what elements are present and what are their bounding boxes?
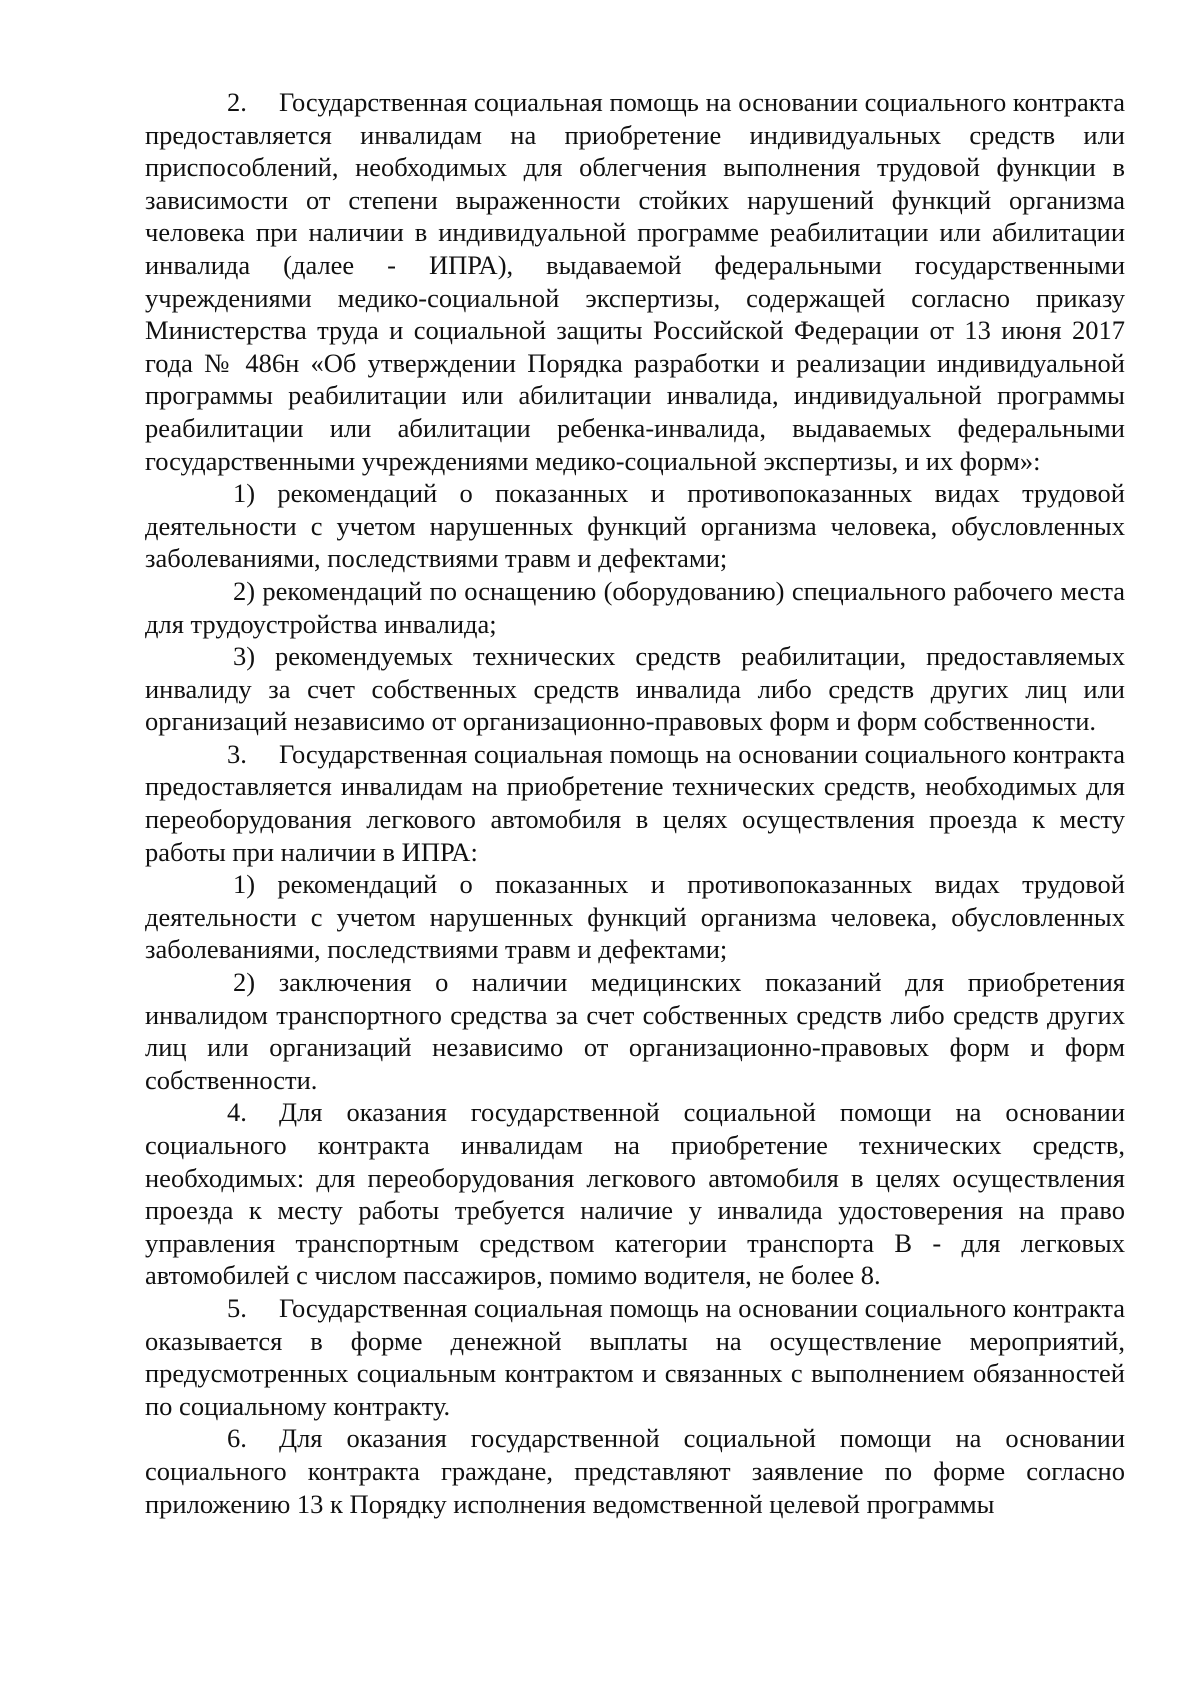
list-item: 1) рекомендаций о показанных и противопоказанных видах трудовой деятельности с учетом нарушенных функций организма человека, обусловленных заболеваниями, последствиями травм и дефектами;	[145, 478, 1125, 574]
paragraph-number: 3.	[227, 738, 247, 769]
paragraph-6	[145, 1422, 1125, 1520]
paragraph-text: Государственная социальная помощь на основании социального контракта оказывается в форме денежной выплаты на осуществление мероприятий, предусмотренных социальным контрактом и связанных с выполнением обязанностей по социальному контракту.	[145, 1292, 1125, 1421]
list-item: 1) рекомендаций о показанных и противопоказанных видах трудовой деятельности с учетом нарушенных функций организма человека, обусловленных заболеваниями, последствиями травм и дефектами;	[145, 869, 1125, 965]
list-item: 2) заключения о наличии медицинских показаний для приобретения инвалидом транспортного средства за счет собственных средств либо средств других лиц или организаций независимо от организационно-правовых форм и форм собственности.	[145, 967, 1125, 1095]
paragraph-text: Государственная социальная помощь на основании социального контракта предоставляется инвалидам на приобретение индивидуальных средств или приспособлений, необходимых для облегчения выполнения трудовой функции в зависимости от степени выраженности стойких нарушений функций организма человека при наличии в индивидуальной программе реабилитации или абилитации инвалида (далее - ИПРА), выдаваемой федеральными государственными учреждениями медико-социальной экспертизы, содержащей согласно приказу Министерства труда и социальной защиты Российской Федерации от 13 июня 2017 года № 486н «Об утверждении Порядка разработки и реализации индивидуальной программы реабилитации или абилитации инвалида, индивидуальной программы реабилитации или абилитации ребенка-инвалида, выдаваемых федеральными государственными учреждениями медико-социальной экспертизы, и их форм»:	[145, 87, 1125, 476]
paragraph-3	[145, 738, 1125, 868]
document-page	[145, 86, 1125, 1520]
list-item: 2) рекомендаций по оснащению (оборудованию) специального рабочего места для трудоустройства инвалида;	[145, 575, 1125, 639]
paragraph-text: Для оказания государственной социальной помощи на основании социального контракта граждане, представляют заявление по форме согласно приложению 13 к Порядку исполнения ведомственной целевой программы	[145, 1423, 1125, 1519]
paragraph-number: 2.	[227, 87, 247, 117]
paragraph-number: 6.	[227, 1423, 247, 1454]
paragraph-text: Для оказания государственной социальной помощи на основании социального контракта инвалидам на приобретение технических средств, необходимых: для переоборудования легкового автомобиля в целях осуществления проезда к месту работы требуется наличие у инвалида удостоверения на право управления транспортным средством категории транспорта В - для легковых автомобилей с числом пассажиров, помимо водителя, не более 8.	[145, 1097, 1125, 1291]
paragraph-number: 5.	[227, 1292, 247, 1323]
paragraph-5	[145, 1292, 1125, 1422]
paragraph-number: 4.	[227, 1097, 247, 1128]
paragraph-2	[145, 86, 1125, 477]
list-item: 3) рекомендуемых технических средств реабилитации, предоставляемых инвалиду за счет собственных средств инвалида либо средств других лиц или организаций независимо от организационно-правовых форм и форм собственности.	[145, 641, 1125, 737]
paragraph-4	[145, 1096, 1125, 1292]
paragraph-text: Государственная социальная помощь на основании социального контракта предоставляется инвалидам на приобретение технических средств, необходимых для переоборудования легкового автомобиля в целях осуществления проезда к месту работы при наличии в ИПРА:	[145, 738, 1125, 867]
